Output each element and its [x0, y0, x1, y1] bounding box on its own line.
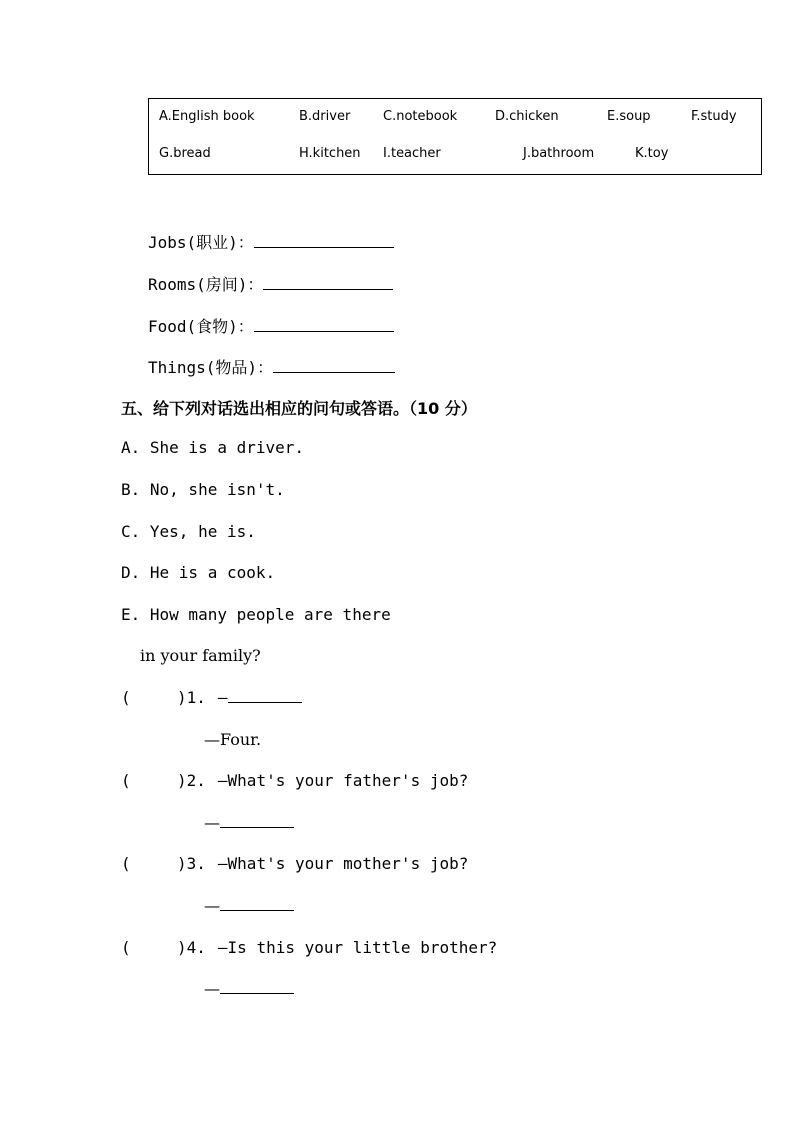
question-text: — — [217, 688, 228, 707]
question-number: )1. — [177, 688, 206, 707]
answer-dash: — — [204, 896, 220, 915]
answer-dash: — — [204, 979, 220, 998]
question-2 — [121, 771, 468, 790]
category-label: Things(物品)： — [148, 358, 274, 377]
option-b: B. No, she isn't. — [121, 480, 285, 499]
word-bank-item: A.English book — [159, 109, 255, 124]
question-number: )2. — [177, 771, 206, 790]
word-bank-item: I.teacher — [383, 146, 441, 161]
category-rooms — [148, 272, 393, 295]
answer-blank[interactable] — [220, 992, 294, 994]
category-label: Jobs(职业)： — [148, 233, 254, 252]
answer-blank[interactable] — [254, 330, 394, 332]
section-heading: 五、给下列对话选出相应的问句或答语。（10 分） — [121, 399, 477, 418]
question-3-answer — [204, 896, 294, 915]
word-bank-box — [148, 98, 762, 175]
answer-dash: — — [204, 813, 220, 832]
category-things — [148, 355, 395, 378]
option-d: D. He is a cook. — [121, 563, 276, 582]
word-bank-item: B.driver — [299, 109, 351, 124]
option-a: A. She is a driver. — [121, 438, 305, 457]
question-4-answer — [204, 979, 294, 998]
answer-blank[interactable] — [263, 288, 393, 290]
word-bank-item: J.bathroom — [523, 146, 595, 161]
word-bank-item: D.chicken — [495, 109, 559, 124]
category-jobs — [148, 230, 394, 253]
word-bank-item: F.study — [691, 109, 737, 124]
option-c: C. Yes, he is. — [121, 522, 256, 541]
word-bank-item: G.bread — [159, 146, 211, 161]
option-e-continued: in your family? — [140, 646, 261, 665]
answer-blank[interactable] — [220, 909, 294, 911]
word-bank-item: C.notebook — [383, 109, 458, 124]
category-label: Food(食物)： — [148, 317, 254, 336]
answer-blank[interactable] — [273, 371, 395, 373]
answer-paren[interactable]: ( — [121, 854, 131, 873]
question-text: —Is this your little brother? — [217, 938, 498, 957]
category-label: Rooms(房间)： — [148, 275, 264, 294]
word-bank-item: E.soup — [607, 109, 651, 124]
question-4 — [121, 938, 497, 957]
question-1-answer: —Four. — [204, 730, 262, 749]
answer-blank[interactable] — [228, 701, 302, 703]
question-3 — [121, 854, 468, 873]
answer-blank[interactable] — [220, 826, 294, 828]
answer-paren[interactable]: ( — [121, 771, 131, 790]
question-number: )4. — [177, 938, 206, 957]
question-1 — [121, 688, 302, 707]
option-e: E. How many people are there — [121, 605, 391, 624]
question-text: —What's your father's job? — [217, 771, 469, 790]
answer-paren[interactable]: ( — [121, 938, 131, 957]
answer-blank[interactable] — [254, 246, 394, 248]
answer-paren[interactable]: ( — [121, 688, 131, 707]
question-text: —What's your mother's job? — [217, 854, 469, 873]
word-bank-item: K.toy — [635, 146, 669, 161]
category-food — [148, 314, 394, 337]
word-bank-item: H.kitchen — [299, 146, 361, 161]
question-2-answer — [204, 813, 294, 832]
question-number: )3. — [177, 854, 206, 873]
